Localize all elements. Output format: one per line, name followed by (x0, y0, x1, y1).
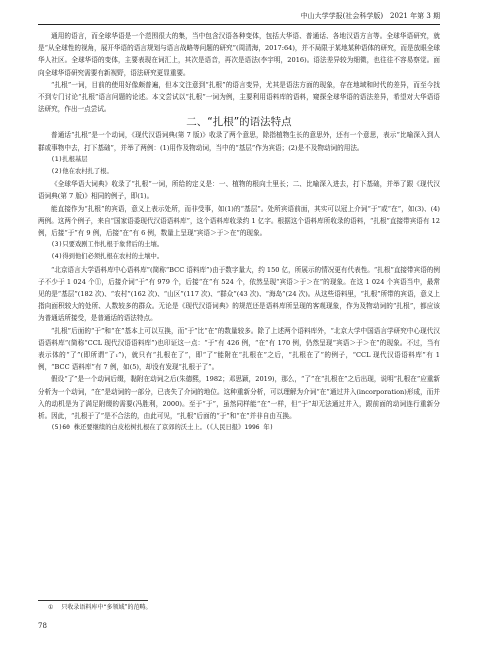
example-sentence: (1)扎根基层 (51, 155, 88, 163)
example-sentence: (5)60 株还要继续的白皮松树扎根在了京郊的沃土上。(《人民日报》1996 年) (51, 424, 274, 432)
section-title: 二、“扎根”的语法特点 (186, 116, 292, 129)
running-header: 中山大学学报(社会科学版) 2021 年第 3 期 (38, 8, 440, 25)
body-text (38, 30, 440, 435)
footnote-text: 只收录语料库中“多领域”的范畴。 (61, 604, 152, 611)
example-sentence: (2)他在农村扎了根。 (51, 168, 113, 176)
footnote-marker: ① (48, 604, 54, 611)
example-sentence: (4)得到他们必须扎根在农村的土壤中。 (51, 253, 164, 261)
paragraph: 《全球华语大词典》收录了“扎根”一词，所给的定义是：一、植物的根向土里长；二、比喻深入进去，打下基础，并举了跟《现代汉语词典(第 7 版)》相同的例子，即(1)。 (38, 180, 440, 201)
paragraph: 普通话“扎根”是一个动词，《现代汉语词典(第 7 版)》收录了两个意思，除指植物生长的意思外，还有一个意思，表示“比喻深入到人群或事物中去，打下基础”，并举了两例：(1)用作及物动词，当中的“基层”作为宾语；(2)是不及物动词的用法。 (38, 131, 440, 152)
footnote (48, 603, 440, 613)
paragraph: “北京语言大学语料库中心语料库”(简称“BCC 语料库”)由于数字量大，约 150 亿，所展示的情况更有代表性。“扎根”直接带宾语的例子不少于 1 024 个①，后接介词“于”有 979 个，后接“在”有 524 个，依然呈现“宾语＞于＞在”的现象。在这 1 024 个宾语当中，最常见的是“基层”(182 次)、“农村”(162 次)、“山区”(117 次)、“群众”(43 次)、“海岛”(24 次)。从这些语料里，“扎根”所带的宾语，意义上指向面积较大的处所、人数较多的群众。无论是《现代汉语词典》的规范还是语料库所呈现的客观现象，作为及物动词的“扎根”，都应该为普通话所接受，是普通话的语法特点。 (38, 265, 440, 323)
paragraph: “扎根”后面的“于”和“在”基本上可以互换，而“于”比“在”的数量较多。除了上述两个语料库外，“北京大学中国语言学研究中心现代汉语语料库”(简称“CCL 现代汉语语料库”)也印证这一点：“于”有 426 例，“在”有 170 例，仍然呈现“宾语＞于＞在”的现象。不过，当有表示体的“了”(即所谓“了₁”)，就只有“扎根在了”，即“了”能附在“扎根在”之后，“扎根在了”的例子，“CCL 现代汉语语料库”有 1 例，“BCC 语料库”有 7 例，如(5)，却没有发现“扎根于了”。 (38, 326, 440, 372)
footnote-divider (38, 600, 148, 601)
paragraph: “扎根”一词，目前的使用好像颇普遍，但本文注意到“扎根”的语言变异，尤其是语法方面的现象，存在地域和时代的差异，而至今找不到专门讨论“扎根”语言问题的论述。本文尝试以“扎根”一词为例，主要利用语料库的语料，窥探全球华语的语法差异，希望对大华语语法研究，作出一点尝试。 (38, 80, 440, 114)
page-number: 78 (38, 622, 47, 630)
paragraph: 通用的语言，而全球华语是一个范围很大的集，当中包含汉语各种变体，包括大华语、普通话、各地汉语方言等。全球华语研究，就是“从全球性的视角，展开华语的语言规划与语言战略等问题的研究”(周清海，2017:64)，并不局限于某地某种语体的研究，而是放眼全球华人社区。全球华语的变体，主要表现在词汇上，其次是语音，再次是语法(李宇明，2016)。语法差异较为细微，也往往不容易察觉。面向全球华语研究需要有新视野，语法研究更显重要。 (38, 32, 440, 77)
example-sentence: (3)只要戏剧工作扎根于象背后的土壤。 (51, 241, 164, 249)
paragraph: 能直接作为“扎根”的宾语，意义上表示处所，而非受事，如(1)的“基层”。处所宾语前面，其实可以冠上介词“于”或“在”，如(3)、(4)两例。这两个例子，来自“国家语委现代汉语语料库”，这个语料库收录约 1 亿字。根据这个语料库所收录的语料，“扎根”直接带宾语有 12 例，后接“于”有 9 例，后接“在”有 6 例，数量上呈现“宾语＞于＞在”的现象。 (38, 204, 440, 238)
paragraph: 假设“了”是一个动词后缀，黏附在动词之后(朱德熙，1982；邓思颖，2019)，那么，“了”在“扎根在”之后出现，说明“扎根在”应重新分析为一个动词，“在”是动词的一部分，已丧失了介词的地位。这种重新分析，可以理解为介词“在”通过并入(incorporation)形成，而并入的动机是为了满足附缀的需要(冯胜利，2000)。至于“于”，虽然同样能“在”一样，但“于”却无法通过并入，跟前面的动词连行重新分析。因此，“扎根于了”是不合法的，由此可见，“扎根”后面的“于”和“在”并非自由互换。 (38, 375, 440, 421)
